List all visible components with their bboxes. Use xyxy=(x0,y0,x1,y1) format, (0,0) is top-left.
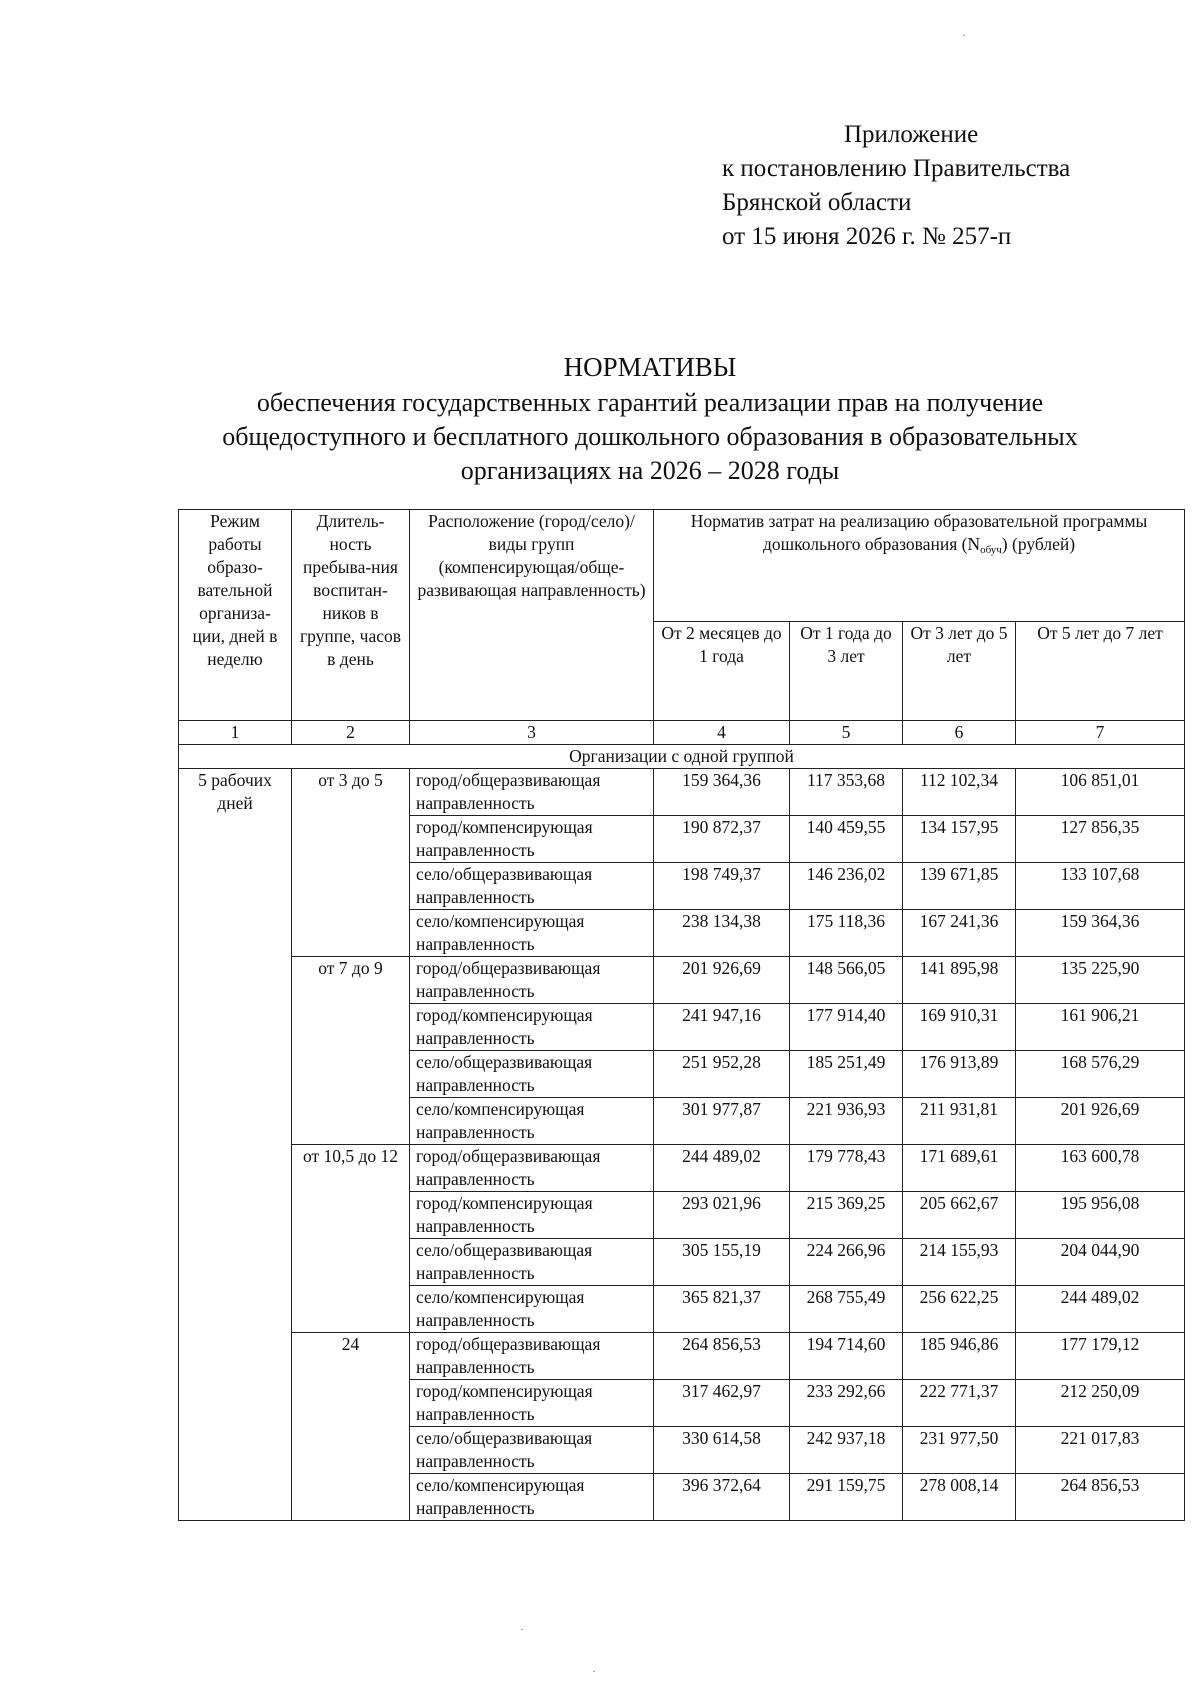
value-cell: 396 372,64 xyxy=(654,1474,790,1521)
col-number: 4 xyxy=(654,721,790,745)
duration-cell: от 10,5 до 12 xyxy=(292,1145,410,1333)
appendix-region: Брянской области xyxy=(722,189,912,216)
value-cell: 264 856,53 xyxy=(654,1333,790,1380)
value-cell: 198 749,37 xyxy=(654,863,790,910)
header-age-1: От 2 месяцев до 1 года xyxy=(654,621,790,720)
value-cell: 251 952,28 xyxy=(654,1051,790,1098)
value-cell: 293 021,96 xyxy=(654,1192,790,1239)
mode-cell: 5 рабочих дней xyxy=(179,769,292,1521)
col-number: 5 xyxy=(790,721,903,745)
column-numbers-row xyxy=(179,721,1185,745)
location-cell: город/компенсирующая направленность xyxy=(410,1004,654,1051)
location-cell: город/общеразвивающая направленность xyxy=(410,1145,654,1192)
value-cell: 305 155,19 xyxy=(654,1239,790,1286)
location-cell: село/компенсирующая направленность xyxy=(410,910,654,957)
duration-cell: от 3 до 5 xyxy=(292,769,410,957)
header-norm-suffix: ) (рублей) xyxy=(1001,534,1076,554)
location-cell: село/общеразвивающая направленность xyxy=(410,1427,654,1474)
value-cell: 117 353,68 xyxy=(790,769,903,816)
header-mode: Режим работы образо-вательной организа-ции, дней в неделю xyxy=(179,510,292,721)
group-title-row xyxy=(179,745,1185,769)
duration-cell: 24 xyxy=(292,1333,410,1521)
header-norm-prefix: Норматив затрат на реализацию образовательной программы дошкольного образования (N xyxy=(690,511,1148,554)
value-cell: 212 250,09 xyxy=(1016,1380,1185,1427)
value-cell: 169 910,31 xyxy=(903,1004,1016,1051)
value-cell: 139 671,85 xyxy=(903,863,1016,910)
norms-table xyxy=(178,509,1185,1521)
appendix-date: от 15 июня 2026 г. № 257-п xyxy=(722,223,1012,250)
value-cell: 241 947,16 xyxy=(654,1004,790,1051)
value-cell: 112 102,34 xyxy=(903,769,1016,816)
value-cell: 231 977,50 xyxy=(903,1427,1016,1474)
header-location: Расположение (город/село)/виды групп (компенсирующая/обще-развивающая направленность) xyxy=(410,510,654,721)
table-row xyxy=(179,769,1185,816)
location-cell: город/компенсирующая направленность xyxy=(410,1192,654,1239)
value-cell: 175 118,36 xyxy=(790,910,903,957)
location-cell: село/компенсирующая направленность xyxy=(410,1286,654,1333)
title-line-2: общедоступного и бесплатного дошкольного образования в образовательных xyxy=(222,422,1078,451)
location-cell: село/общеразвивающая направленность xyxy=(410,863,654,910)
value-cell: 135 225,90 xyxy=(1016,957,1185,1004)
value-cell: 176 913,89 xyxy=(903,1051,1016,1098)
value-cell: 215 369,25 xyxy=(790,1192,903,1239)
col-number: 7 xyxy=(1016,721,1185,745)
location-cell: город/общеразвивающая направленность xyxy=(410,957,654,1004)
location-cell: город/компенсирующая направленность xyxy=(410,816,654,863)
value-cell: 190 872,37 xyxy=(654,816,790,863)
value-cell: 268 755,49 xyxy=(790,1286,903,1333)
table-row xyxy=(179,957,1185,1004)
value-cell: 163 600,78 xyxy=(1016,1145,1185,1192)
value-cell: 133 107,68 xyxy=(1016,863,1185,910)
value-cell: 256 622,25 xyxy=(903,1286,1016,1333)
document-title xyxy=(150,350,1150,488)
value-cell: 221 936,93 xyxy=(790,1098,903,1145)
location-cell: село/компенсирующая направленность xyxy=(410,1474,654,1521)
scan-speck: · xyxy=(962,28,966,42)
header-age-2: От 1 года до 3 лет xyxy=(790,621,903,720)
col-number: 6 xyxy=(903,721,1016,745)
header-age-4: От 5 лет до 7 лет xyxy=(1016,621,1185,720)
value-cell: 317 462,97 xyxy=(654,1380,790,1427)
title-main: НОРМАТИВЫ xyxy=(563,352,737,382)
value-cell: 205 662,67 xyxy=(903,1192,1016,1239)
value-cell: 201 926,69 xyxy=(1016,1098,1185,1145)
scan-speck: · xyxy=(520,1622,524,1636)
value-cell: 242 937,18 xyxy=(790,1427,903,1474)
value-cell: 134 157,95 xyxy=(903,816,1016,863)
location-cell: село/компенсирующая направленность xyxy=(410,1098,654,1145)
value-cell: 224 266,96 xyxy=(790,1239,903,1286)
value-cell: 148 566,05 xyxy=(790,957,903,1004)
duration-cell: от 7 до 9 xyxy=(292,957,410,1145)
value-cell: 201 926,69 xyxy=(654,957,790,1004)
value-cell: 185 946,86 xyxy=(903,1333,1016,1380)
table-row xyxy=(179,1145,1185,1192)
value-cell: 291 159,75 xyxy=(790,1474,903,1521)
value-cell: 177 179,12 xyxy=(1016,1333,1185,1380)
value-cell: 159 364,36 xyxy=(654,769,790,816)
value-cell: 214 155,93 xyxy=(903,1239,1016,1286)
value-cell: 140 459,55 xyxy=(790,816,903,863)
value-cell: 244 489,02 xyxy=(654,1145,790,1192)
location-cell: город/общеразвивающая направленность xyxy=(410,1333,654,1380)
col-number: 3 xyxy=(410,721,654,745)
value-cell: 127 856,35 xyxy=(1016,816,1185,863)
value-cell: 233 292,66 xyxy=(790,1380,903,1427)
value-cell: 159 364,36 xyxy=(1016,910,1185,957)
header-duration: Длитель-ность пребыва-ния воспитан-ников в группе, часов в день xyxy=(292,510,410,721)
value-cell: 161 906,21 xyxy=(1016,1004,1185,1051)
value-cell: 194 714,60 xyxy=(790,1333,903,1380)
value-cell: 168 576,29 xyxy=(1016,1051,1185,1098)
value-cell: 222 771,37 xyxy=(903,1380,1016,1427)
location-cell: город/общеразвивающая направленность xyxy=(410,769,654,816)
appendix-header xyxy=(722,118,1162,254)
value-cell: 106 851,01 xyxy=(1016,769,1185,816)
value-cell: 221 017,83 xyxy=(1016,1427,1185,1474)
table-row xyxy=(179,1333,1185,1380)
value-cell: 185 251,49 xyxy=(790,1051,903,1098)
group-title: Организации с одной группой xyxy=(179,745,1185,769)
header-age-3: От 3 лет до 5 лет xyxy=(903,621,1016,720)
header-norm-sub: обуч xyxy=(980,544,1002,556)
col-number: 2 xyxy=(292,721,410,745)
value-cell: 264 856,53 xyxy=(1016,1474,1185,1521)
location-cell: село/общеразвивающая направленность xyxy=(410,1239,654,1286)
value-cell: 167 241,36 xyxy=(903,910,1016,957)
value-cell: 204 044,90 xyxy=(1016,1239,1185,1286)
value-cell: 179 778,43 xyxy=(790,1145,903,1192)
location-cell: село/общеразвивающая направленность xyxy=(410,1051,654,1098)
value-cell: 146 236,02 xyxy=(790,863,903,910)
value-cell: 141 895,98 xyxy=(903,957,1016,1004)
value-cell: 330 614,58 xyxy=(654,1427,790,1474)
header-norm xyxy=(654,510,1185,622)
value-cell: 195 956,08 xyxy=(1016,1192,1185,1239)
scan-speck: · xyxy=(592,1664,596,1678)
value-cell: 244 489,02 xyxy=(1016,1286,1185,1333)
value-cell: 301 977,87 xyxy=(654,1098,790,1145)
value-cell: 177 914,40 xyxy=(790,1004,903,1051)
value-cell: 238 134,38 xyxy=(654,910,790,957)
location-cell: город/компенсирующая направленность xyxy=(410,1380,654,1427)
value-cell: 365 821,37 xyxy=(654,1286,790,1333)
value-cell: 278 008,14 xyxy=(903,1474,1016,1521)
title-line-1: обеспечения государственных гарантий реализации прав на получение xyxy=(256,388,1044,417)
appendix-title: Приложение xyxy=(844,121,979,148)
title-line-3: организациях на 2026 – 2028 годы xyxy=(460,456,840,485)
appendix-resolution: к постановлению Правительства xyxy=(722,155,1071,182)
value-cell: 211 931,81 xyxy=(903,1098,1016,1145)
col-number: 1 xyxy=(179,721,292,745)
value-cell: 171 689,61 xyxy=(903,1145,1016,1192)
